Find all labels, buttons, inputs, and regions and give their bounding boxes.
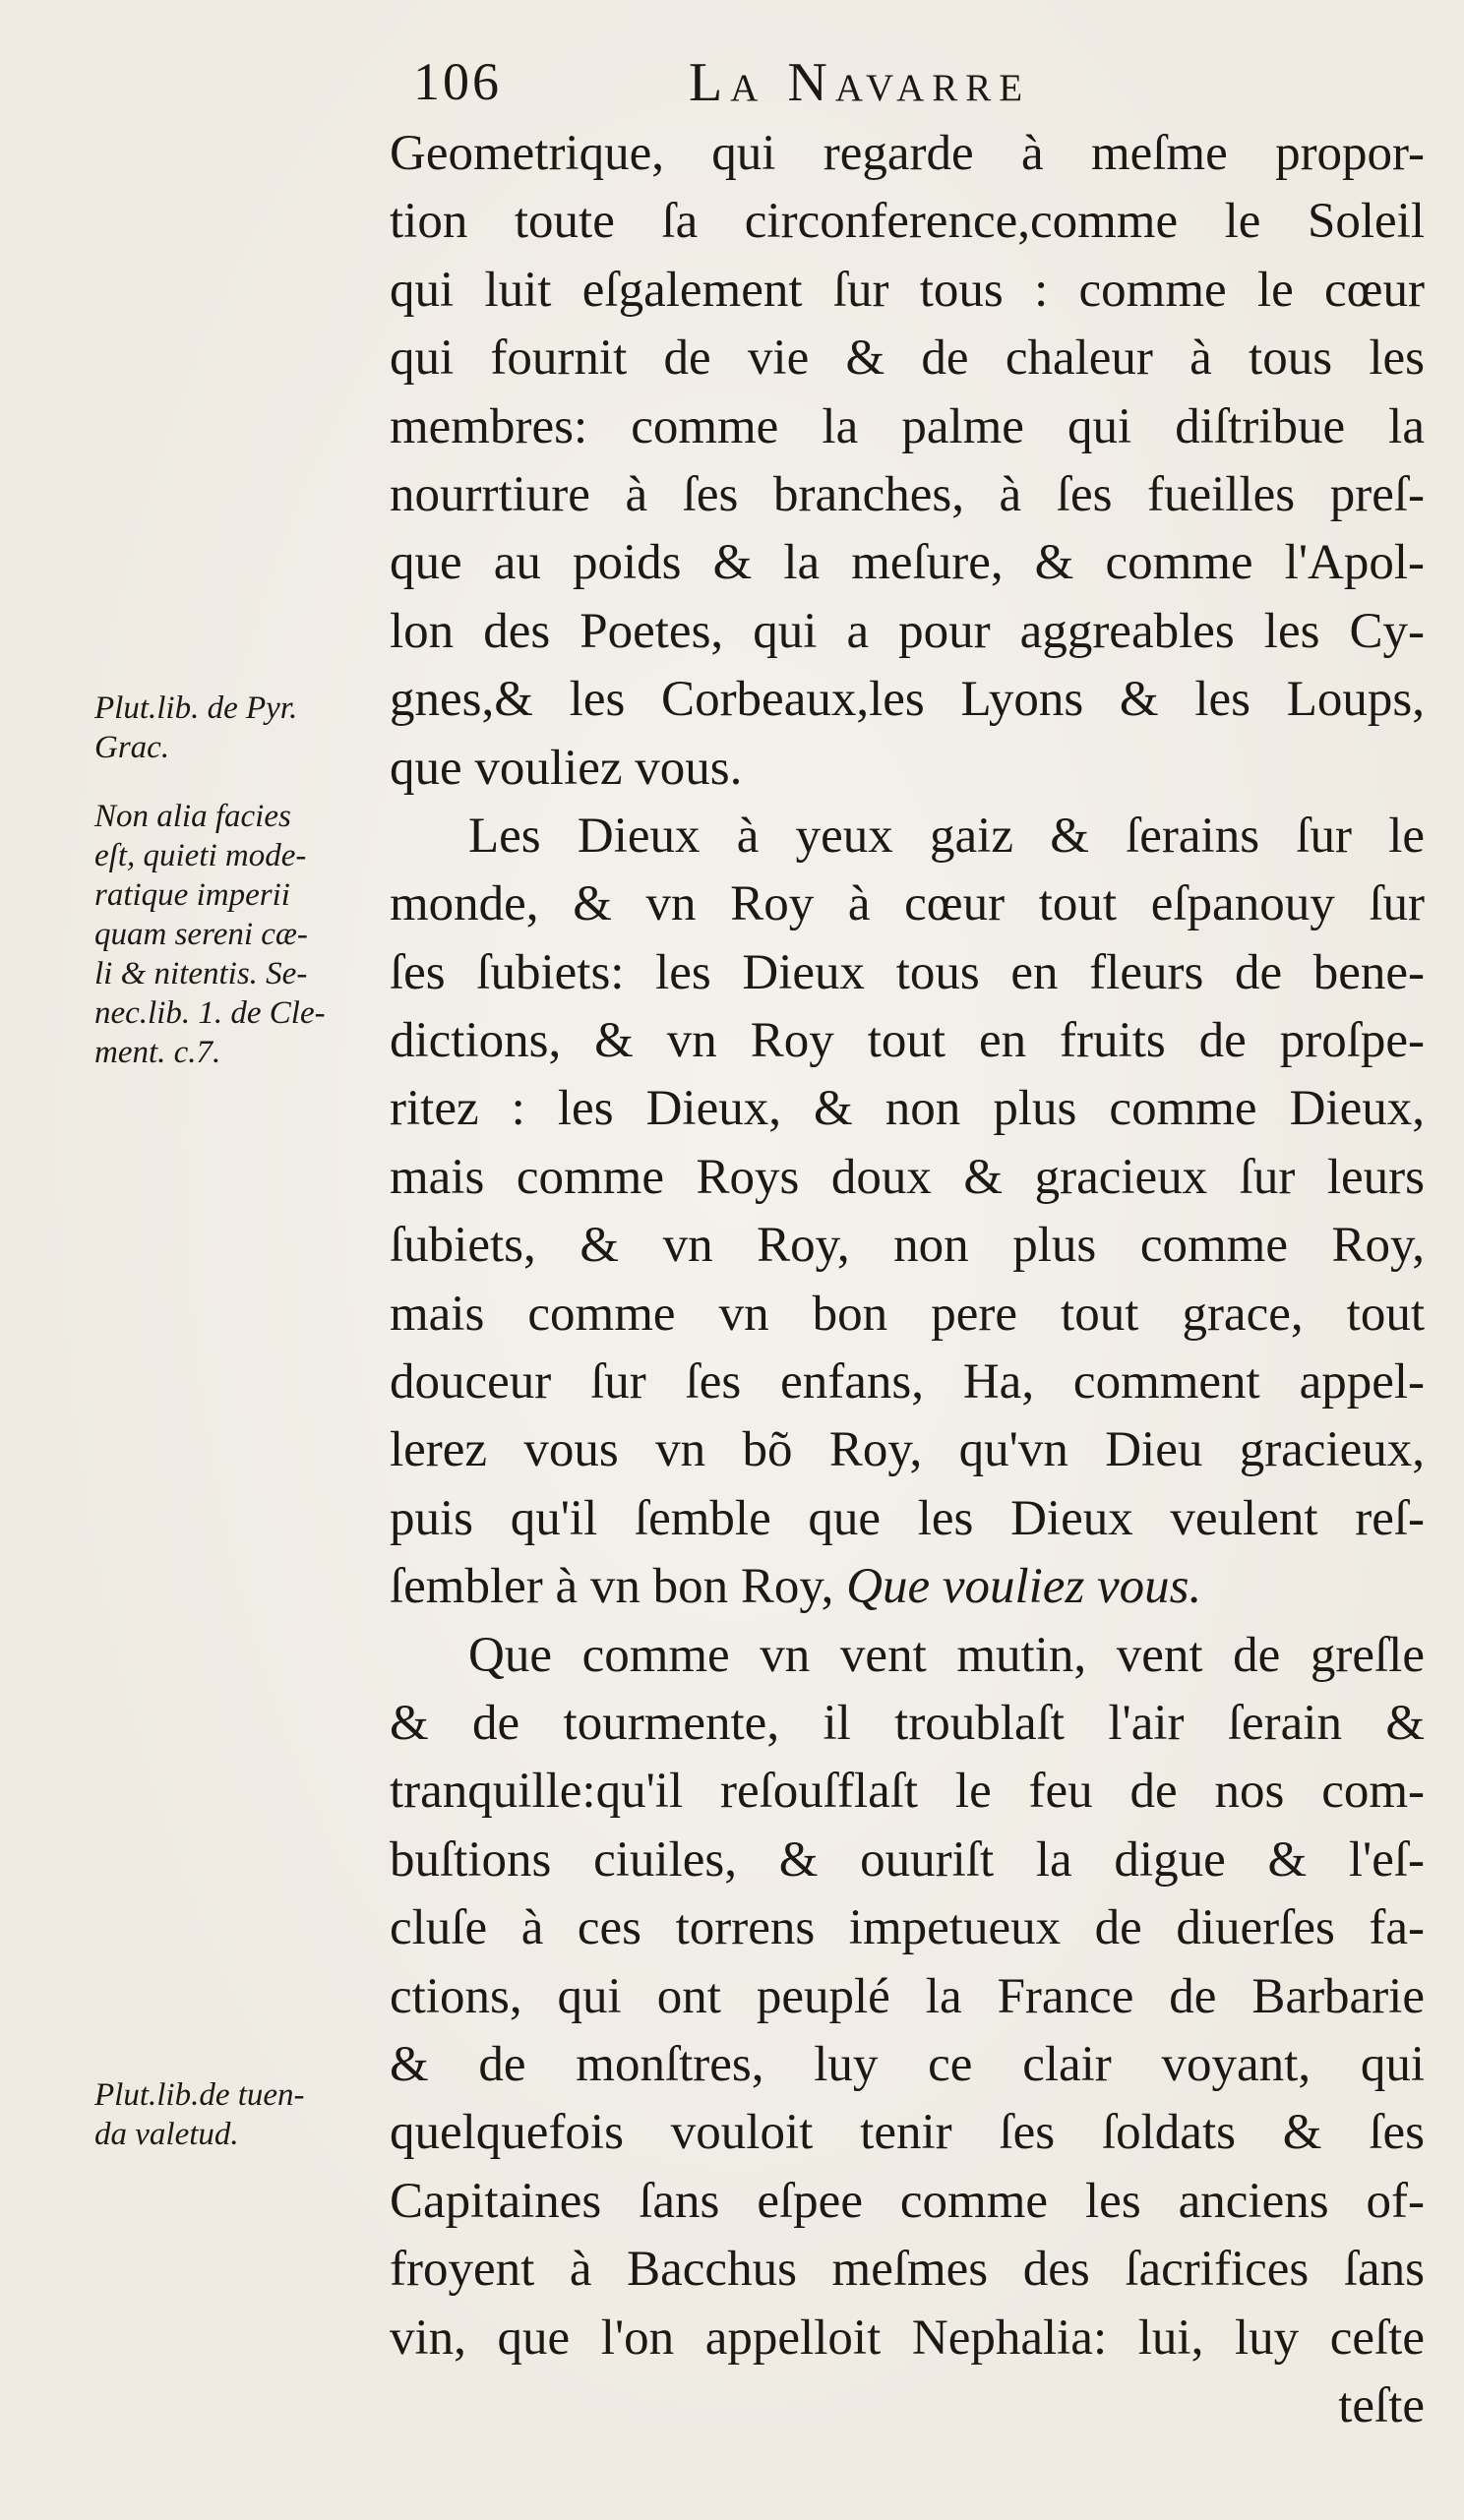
margin-note-line: eſt, quieti mode- — [94, 838, 307, 873]
text-line: & de tourmente, il troublaſt l'air ſerain & — [390, 1695, 1425, 1751]
text-line: Capitaines ſans eſpee comme les anciens of- — [390, 2173, 1425, 2229]
margin-note-line: quam sereni cæ- — [94, 917, 308, 952]
text-line: froyent à Bacchus meſmes des ſacrifices ſans — [390, 2242, 1425, 2298]
text-line: lerez vous vn bõ Roy, qu'vn Dieu gracieux, — [390, 1422, 1425, 1478]
text-line: ſubiets, & vn Roy, non plus comme Roy, — [390, 1218, 1425, 1274]
running-title: La Navarre — [689, 52, 1031, 113]
text-line: douceur ſur ſes enfans, Ha, comment appel- — [390, 1354, 1425, 1410]
margin-note-line: li & nitentis. Se- — [94, 956, 308, 991]
text-line: mais comme vn bon pere tout grace, tout — [390, 1286, 1425, 1342]
italic-refrain: Que vouliez vous. — [846, 1559, 1202, 1615]
text-line: mais comme Roys doux & gracieux ſur leurs — [390, 1149, 1425, 1205]
margin-note-plutarch-health — [94, 2075, 305, 2154]
margin-note-line: da valetud. — [94, 2117, 239, 2152]
text-line: que au poids & la meſure, & comme l'Apol- — [390, 535, 1425, 591]
text-line: dictions, & vn Roy tout en fruits de proſpe- — [390, 1013, 1425, 1069]
text-line: tion toute ſa circonference,comme le Soleil — [390, 194, 1425, 250]
text-line: qui luit eſgalement ſur tous : comme le cœur — [390, 262, 1425, 318]
text-line: membres: comme la palme qui diſtribue la — [390, 398, 1425, 454]
margin-note-line: ment. c.7. — [94, 1035, 221, 1070]
margin-note-seneca — [94, 797, 326, 1072]
text-fragment: ſembler à vn bon Roy, — [390, 1559, 847, 1615]
paragraph-start-line: Les Dieux à yeux gaiz & ſerains ſur le — [468, 808, 1425, 864]
margin-note-line: Plut.lib.de tuen- — [94, 2077, 305, 2113]
text-line: nourrtiure à ſes branches, à ſes fueilles preſ- — [390, 466, 1425, 522]
text-line: vin, que l'on appelloit Nephalia: lui, luy ceſte — [390, 2310, 1425, 2366]
text-line: ritez : les Dieux, & non plus comme Dieux, — [390, 1081, 1425, 1137]
text-line: lon des Poetes, qui a pour aggreables les Cy- — [390, 603, 1425, 659]
text-line: quelquefois vouloit tenir ſes ſoldats & ſes — [390, 2105, 1425, 2161]
margin-note-line: Grac. — [94, 730, 170, 765]
margin-note-line: Non alia facies — [94, 799, 291, 834]
margin-note-line: nec.lib. 1. de Cle- — [94, 995, 326, 1031]
text-line: ſes ſubiets: les Dieux tous en fleurs de bene- — [390, 944, 1425, 1000]
text-line: buſtions ciuiles, & ouuriſt la digue & l'eſ- — [390, 1831, 1425, 1888]
text-line: monde, & vn Roy à cœur tout eſpanouy ſur — [390, 876, 1425, 932]
text-line: que vouliez vous. — [390, 740, 743, 796]
margin-note-plutarch-pyrrhus — [94, 689, 297, 767]
text-line: qui fournit de vie & de chaleur à tous les — [390, 330, 1425, 387]
page-number: 106 — [413, 52, 502, 111]
paragraph-start-line: Que comme vn vent mutin, vent de greſle — [468, 1627, 1425, 1683]
margin-note-line: ratique imperii — [94, 877, 290, 913]
text-line: puis qu'il ſemble que les Dieux veulent reſ- — [390, 1490, 1425, 1546]
catchword: teſte — [1338, 2377, 1425, 2433]
text-line: gnes,& les Corbeaux,les Lyons & les Loups, — [390, 672, 1425, 728]
text-line: Geometrique, qui regarde à meſme propor- — [390, 126, 1425, 181]
main-text-column — [390, 120, 1425, 2440]
margin-note-line: Plut.lib. de Pyr. — [94, 690, 298, 726]
text-line: ctions, qui ont peuplé la France de Barbarie — [390, 1968, 1425, 2024]
text-line: tranquille:qu'il reſouſflaſt le feu de nos com- — [390, 1764, 1425, 1820]
text-line — [390, 1553, 1425, 1621]
text-line: cluſe à ces torrens impetueux de diuerſes fa- — [390, 1900, 1425, 1956]
text-line: & de monſtres, luy ce clair voyant, qui — [390, 2036, 1425, 2092]
